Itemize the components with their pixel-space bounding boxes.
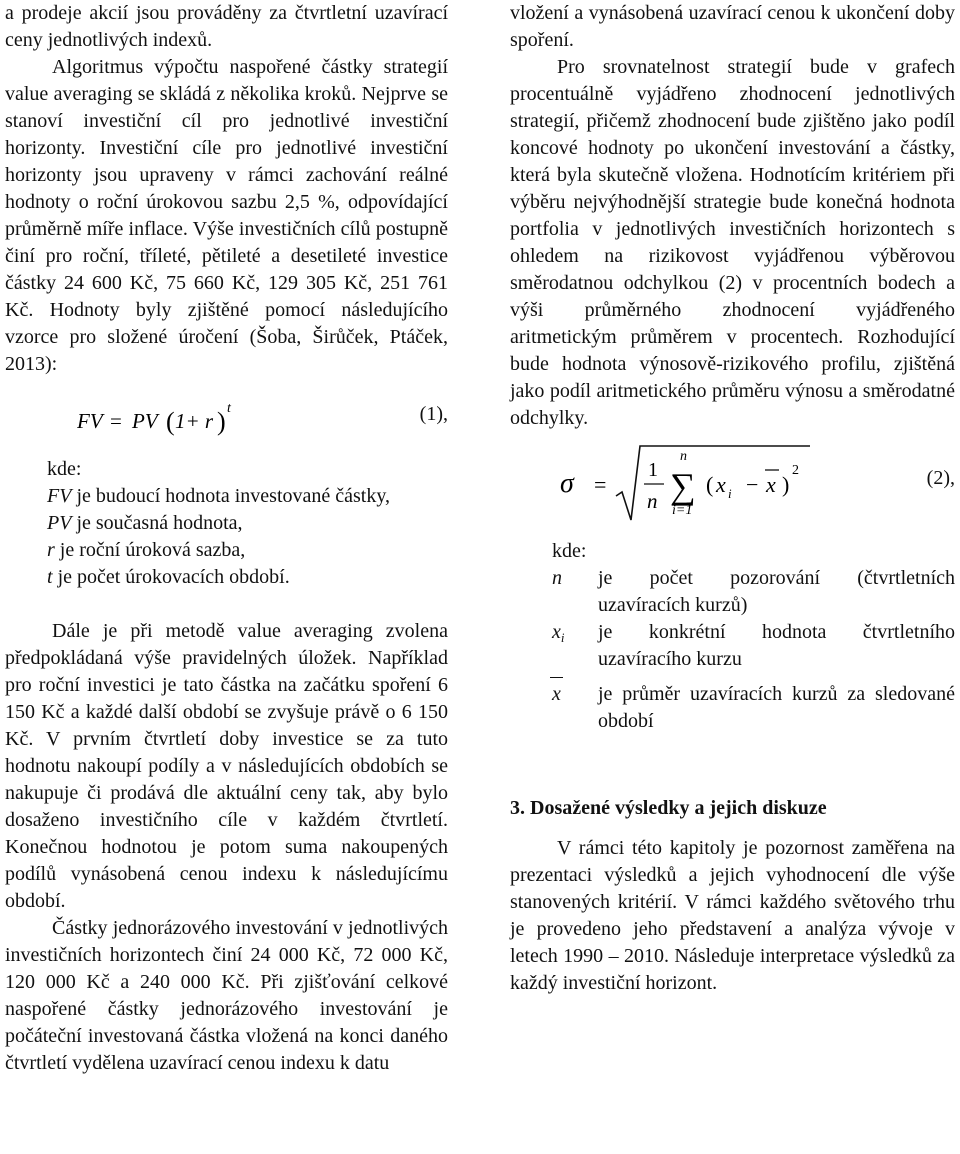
definition-r-symbol: r — [47, 539, 55, 561]
definition-t-symbol: t — [47, 566, 53, 588]
definition-r-text: je roční úroková sazba, — [54, 539, 246, 561]
eq2-paren-open: ( — [706, 472, 714, 497]
definition-xbar — [552, 681, 955, 735]
definition-xi-letter: x — [552, 621, 561, 643]
definition-pv-text: je současná hodnota, — [71, 512, 243, 534]
spacer — [5, 591, 448, 618]
spacer — [510, 735, 955, 795]
eq1-exponent: t — [227, 401, 231, 416]
definition-n-text: je počet pozorování (čtvrtletních uzavíracích kurzů) — [598, 567, 955, 616]
definition-n-symbol: n — [552, 567, 562, 589]
eq1-paren-close: ) — [217, 407, 226, 436]
eq1-inner: 1+ r — [175, 409, 214, 433]
eq1-lhs: FV — [77, 409, 103, 433]
eq2-sum-symbol: ∑ — [670, 466, 696, 506]
definition-fv — [47, 483, 448, 510]
spacer — [510, 822, 955, 835]
right-paragraph-3: V rámci této kapitoly je pozornost zaměřena na prezentaci výsledků a jejich vyhodnocení dle výše stanovených kritérií. V rámci každého světového trhu je provedeno jeho představení a analýza vývoje v letech 1990 – 2010. Následuje interpretace výsledků za každý investiční horizont. — [510, 837, 955, 994]
eq1-paren-open: ( — [166, 407, 175, 436]
right-kde-label: kde: — [552, 540, 587, 562]
eq2-exponent: 2 — [792, 463, 799, 478]
eq2-minus: − — [746, 472, 759, 497]
eq2-equals: = — [594, 472, 607, 497]
definition-xi-subscript: i — [560, 630, 565, 645]
eq2-paren-close: ) — [782, 472, 790, 497]
right-paragraph-1: vložení a vynásobená uzavírací cenou k ukončení doby spoření. — [510, 2, 955, 51]
left-definitions — [47, 483, 448, 591]
definition-xbar-letter: x — [552, 681, 561, 708]
left-paragraph-3: Dále je při metodě value averaging zvolena předpokládaná výše pravidelných úložek. Například pro roční investici je tato částka na začátku spoření 6 150 Kč a každé další období se zvyšuje právě o 6 150 Kč. V prvním čtvrtletí doby investice se za tuto hodnotu nakoupí podíly a v následujících obdobích se nakupuje či prodává dle aktuální ceny tak, aby bylo dosaženo investičního cíle v každém čtvrtletí. Konečnou hodnotou je potom suma nakoupených podílů vynásobená cenou indexu k následujícímu období. — [5, 620, 448, 912]
left-paragraph-1: a prodeje akcií jsou prováděny za čtvrtletní uzavírací ceny jednotlivých indexů. — [5, 2, 448, 51]
equation-2 — [510, 432, 955, 520]
eq2-xbar: x — [766, 472, 776, 497]
definition-xi-symbol — [552, 619, 598, 673]
equation-1 — [5, 378, 448, 456]
eq2-sum-bottom: i=1 — [672, 503, 693, 518]
definition-pv-symbol: PV — [47, 512, 72, 534]
eq2-xi: x — [716, 472, 726, 497]
right-column — [510, 0, 955, 997]
eq2-sigma: σ — [560, 468, 574, 499]
definition-xbar-symbol — [552, 681, 598, 735]
equation-1-formula — [77, 388, 377, 448]
left-paragraph-4: Částky jednorázového investování v jednotlivých investičních horizontech činí 24 000 Kč, 72 000 Kč, 120 000 Kč a 240 000 Kč. Při zjišťování celkové naspořené částky jednorázového investování je počáteční investovaná částka vložená na konci daného čtvrtletí vydělena uzavírací cenou indexu k datu — [5, 917, 448, 1074]
eq2-numerator: 1 — [648, 459, 658, 481]
definition-fv-text: je budoucí hodnota investované částky, — [71, 485, 391, 507]
right-definitions — [552, 565, 955, 735]
eq2-sum-top: n — [680, 449, 687, 464]
eq1-equals: = — [110, 409, 122, 433]
definition-xi-text: je konkrétní hodnota čtvrtletního uzavíracího kurzu — [598, 621, 955, 670]
equation-2-formula — [560, 440, 820, 526]
left-kde-label: kde: — [47, 458, 82, 480]
definition-t — [47, 564, 448, 591]
definition-xi — [552, 619, 955, 673]
equation-1-number: (1), — [419, 403, 448, 425]
eq2-xi-sub: i — [728, 486, 732, 501]
definition-n — [552, 565, 955, 619]
definition-t-text: je počet úrokovacích období. — [52, 566, 290, 588]
left-column — [5, 0, 448, 1077]
definition-fv-symbol: FV — [47, 485, 72, 507]
definition-r — [47, 537, 448, 564]
eq1-pv: PV — [132, 409, 158, 433]
section-heading: 3. Dosažené výsledky a jejich diskuze — [510, 797, 827, 819]
left-paragraph-2: Algoritmus výpočtu naspořené částky strategií value averaging se skládá z několika kroků. Nejprve se stanoví investiční cíl pro jednotlivé investiční horizonty. Investiční cíle pro jednotlivé investiční horizonty jsou upraveny v rámci zachování reálné hodnoty o roční úrokovou sazbu 2,5 %, odpovídající průměrně míře inflace. Výše investičních cílů postupně činí pro roční, tříleté, pětileté a desetileté investice částky 24 600 Kč, 75 660 Kč, 129 305 Kč, 251 761 Kč. Hodnoty byly zjištěné pomocí následujícího vzorce pro složené úročení (Šoba, Širůček, Ptáček, 2013): — [5, 56, 448, 375]
eq2-denominator: n — [647, 489, 658, 513]
equation-2-number: (2), — [926, 467, 955, 489]
right-paragraph-2: Pro srovnatelnost strategií bude v grafech procentuálně vyjádřeno zhodnocení jednotlivých strategií, přičemž zhodnocení bude zjištěno jako podíl koncové hodnoty po ukončení investování a částky, která byla skutečně vložena. Hodnotícím kritériem při výběru nejvýhodnější strategie bude konečná hodnota portfolia v jednotlivých investičních horizontech s ohledem na rizikovost vyjádřenou výběrovou směrodatnou odchylkou (2) v procentních bodech a výši průměrného zhodnocení vyjádřeného aritmetickým průměrem v procentech. Rozhodující bude hodnota výnosově-rizikového profilu, zjištěná jako podíl aritmetického průměru výnosu a směrodatné odchylky. — [510, 56, 955, 429]
definition-pv — [47, 510, 448, 537]
definition-xbar-text: je průměr uzavíracích kurzů za sledované období — [598, 683, 955, 732]
